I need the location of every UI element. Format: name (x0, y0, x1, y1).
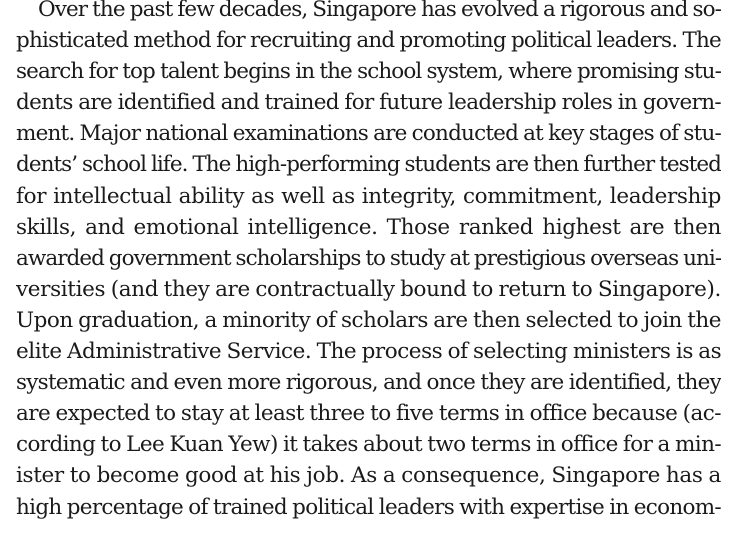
paragraph-line-6: dents’ school life. The high-performing students are then further tested (16, 152, 721, 178)
paragraph-line-12: elite Administrative Service. The process of selecting ministers is as (16, 339, 721, 365)
paragraph-line-8: skills, and emotional intelligence. Those ranked highest are then (16, 214, 721, 240)
document-page (16, 0, 721, 543)
paragraph-line-4: dents are identified and trained for future leadership roles in govern- (16, 90, 721, 116)
paragraph-line-3: search for top talent begins in the school system, where promising stu- (16, 59, 721, 85)
paragraph-line-2: phisticated method for recruiting and promoting political leaders. The (16, 28, 721, 54)
paragraph-line-7: for intellectual ability as well as integrity, commitment, leadership (16, 183, 721, 209)
paragraph-line-9: awarded government scholarships to study at prestigious overseas uni- (16, 245, 721, 271)
paragraph-line-1: Over the past few decades, Singapore has evolved a rigorous and so- (38, 0, 721, 22)
paragraph-line-13: systematic and even more rigorous, and once they are identified, they (16, 370, 721, 396)
paragraph-line-16: ister to become good at his job. As a consequence, Singapore has a (16, 463, 721, 489)
paragraph-line-17: high percentage of trained political leaders with expertise in econom- (16, 494, 721, 520)
paragraph-line-14: are expected to stay at least three to five terms in office because (ac- (16, 401, 721, 427)
paragraph-line-11: Upon graduation, a minority of scholars are then selected to join the (16, 307, 721, 333)
paragraph-line-5: ment. Major national examinations are conducted at key stages of stu- (16, 121, 721, 147)
paragraph-line-15: cording to Lee Kuan Yew) it takes about two terms in office for a min- (16, 432, 721, 458)
paragraph-line-10: versities (and they are contractually bound to return to Singapore). (16, 276, 721, 302)
